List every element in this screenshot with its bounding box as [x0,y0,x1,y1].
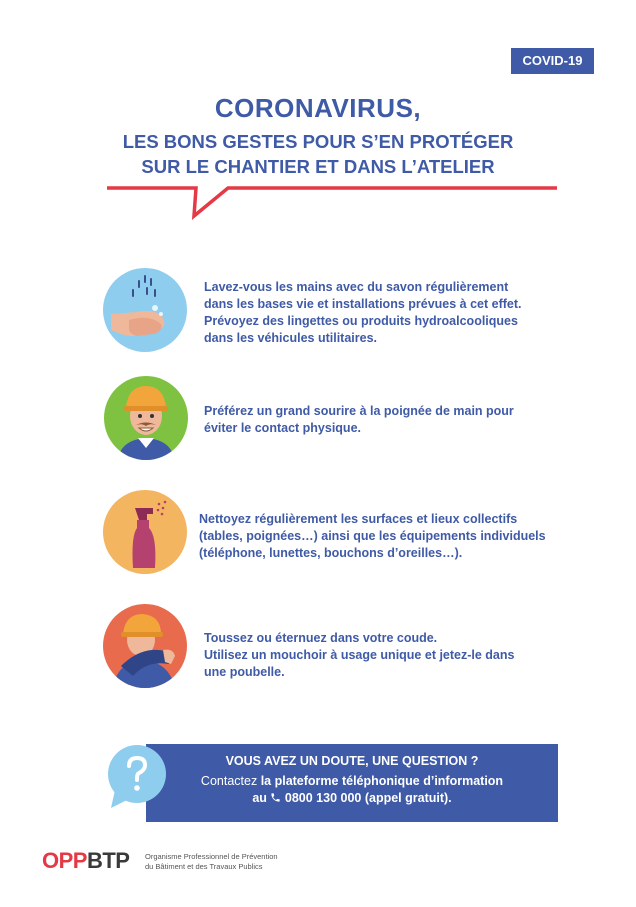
item-3-line-2: (tables, poignées…) ainsi que les équipements individuels [199,529,546,543]
contact-line-2 [146,791,558,805]
smiling-worker-icon [104,376,188,460]
contact-question: VOUS AVEZ UN DOUTE, UNE QUESTION ? [225,754,479,768]
logo-btp: BTP [86,848,130,873]
item-1-line-1: Lavez-vous les mains avec du savon régulièrement [204,280,509,294]
speech-bubble-line [0,0,636,230]
contact-line-1 [146,774,558,788]
item-1-text [204,279,564,347]
organisation-name [145,852,278,872]
contact-prefix: Contactez [200,774,261,788]
contact-platform: la plateforme téléphonique d’information [260,774,504,788]
subtitle-line-2: SUR LE CHANTIER ET DANS L’ATELIER [141,156,495,177]
item-2-line-1: Préférez un grand sourire à la poignée de main pour [204,404,514,418]
item-4-line-1: Toussez ou éternuez dans votre coude. [204,631,438,645]
organisation-line-2: du Bâtiment et des Travaux Publics [145,862,263,871]
item-1-line-3: Prévoyez des lingettes ou produits hydroalcooliques [204,314,518,328]
question-bubble-icon [101,742,173,814]
item-4-line-3: une poubelle. [204,665,285,679]
item-2-text [204,403,564,437]
hand-washing-icon [103,268,187,352]
item-2-line-2: éviter le contact physique. [204,421,361,435]
covid-badge: COVID-19 [511,48,594,74]
spray-bottle-icon [103,490,187,574]
oppbtp-logo [42,848,129,874]
page-title: CORONAVIRUS, [214,93,422,123]
contact-phone[interactable]: 0800 130 000 (appel gratuit). [284,791,452,805]
item-1-line-2: dans les bases vie et installations prévues à cet effet. [204,297,522,311]
item-3-line-3: (téléphone, lunettes, bouchons d’oreilles…). [199,546,463,560]
contact-box [146,744,558,822]
subtitle-line-1: LES BONS GESTES POUR S’EN PROTÉGER [122,131,514,152]
item-4-text [204,630,564,681]
item-1-line-4: dans les véhicules utilitaires. [204,331,377,345]
contact-phone-prefix: au [252,791,271,805]
organisation-line-1: Organisme Professionnel de Prévention [145,852,278,861]
item-4-line-2: Utilisez un mouchoir à usage unique et jetez-le dans [204,648,515,662]
item-3-text [199,511,579,562]
item-3-line-1: Nettoyez régulièrement les surfaces et lieux collectifs [199,512,518,526]
phone-icon [270,791,284,805]
sneezing-worker-icon [103,604,187,688]
logo-opp: OPP [42,848,87,873]
